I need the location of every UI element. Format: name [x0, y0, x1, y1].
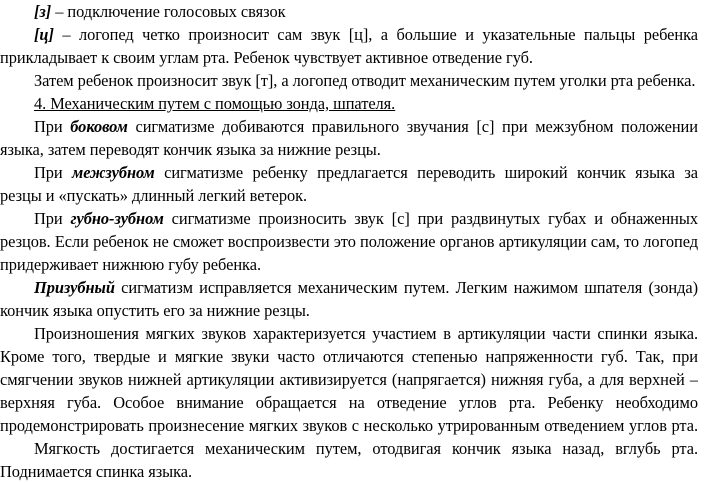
line-text: кончик языка опустить его за нижние резцы. — [0, 301, 310, 320]
text-line — [0, 276, 698, 299]
text-line — [0, 414, 698, 437]
text-line — [0, 253, 698, 276]
line-prefix: При — [34, 209, 71, 228]
heading-text: 4. Механическим путем с помощью зонда, шпателя. — [34, 94, 396, 113]
text-line — [0, 391, 698, 414]
text-line — [0, 299, 698, 322]
sound-label: [ц] — [34, 25, 54, 44]
line-text: прикладывает к своим углам рта. Ребенок чувствует активное отведение губ. — [0, 48, 533, 67]
line-text: Затем ребенок произносит звук [т], а логопед отводит механическим путем уголки рта ребенка. — [34, 71, 696, 90]
text-line — [0, 69, 698, 92]
text-line — [0, 23, 698, 46]
term: межзубном — [72, 163, 155, 182]
text-line — [0, 184, 698, 207]
text-line — [0, 115, 698, 138]
line-prefix: При — [34, 163, 73, 182]
line-text: Мягкость достигается механическим путем, отодвигая кончик языка назад, вглубь рта. — [34, 439, 698, 458]
text-line — [0, 368, 698, 391]
text-line — [0, 437, 698, 460]
text-line — [0, 460, 698, 483]
text-line — [0, 46, 698, 69]
line-text: придерживает нижнюю губу ребенка. — [0, 255, 261, 274]
sound-label: [з] — [34, 2, 52, 21]
term: Призубный — [34, 278, 115, 297]
line-text: Произношения мягких звуков характеризуется участием в артикуляции части спинки языка. — [34, 324, 698, 343]
line-text: продемонстрировать произнесение мягких звуков с несколько утрированным отведением углов рта. — [0, 416, 698, 435]
text-line — [0, 138, 698, 161]
section-heading — [0, 92, 698, 115]
line-text: – подключение голосовых связок — [51, 2, 286, 21]
text-line — [0, 322, 698, 345]
line-text: Поднимается спинка языка. — [0, 462, 193, 481]
text-line — [0, 345, 698, 368]
line-text: резцы и «пускать» длинный легкий ветерок. — [0, 186, 308, 205]
line-text: сигматизм исправляется механическим путем. Легким нажимом шпателя (зонда) — [121, 278, 698, 297]
line-text: Кроме того, твердые и мягкие звуки часто отличаются степенью напряженности губ. Так, при — [0, 347, 698, 366]
line-text: сигматизме добиваются правильного звучания [с] при межзубном положении — [127, 117, 698, 136]
term: губно-зубном — [70, 209, 164, 228]
line-text: резцов. Если ребенок не сможет воспроизвести это положение органов артикуляции сам, то логопед — [0, 232, 698, 251]
text-line — [0, 0, 698, 23]
text-line — [0, 230, 698, 253]
text-line — [0, 207, 698, 230]
line-text: сигматизме произносить звук [с] при раздвинутых губах и обнаженных — [171, 209, 698, 228]
line-text: сигматизме ребенку предлагается переводить широкий кончик языка за — [164, 163, 698, 182]
line-text: смягчении звуков нижней артикуляции активизируется (напрягается) нижняя губа, а для верхней – — [0, 370, 698, 389]
line-text: – логопед четко произносит сам звук [ц], а большие и указательные пальцы ребенка — [53, 25, 698, 44]
line-prefix: При — [34, 117, 71, 136]
line-text: верхняя губа. Особое внимание обращается на отведение углов рта. Ребенку необходимо — [0, 393, 698, 412]
text-line — [0, 161, 698, 184]
term: боковом — [70, 117, 128, 136]
line-text: языка, затем переводят кончик языка за нижние резцы. — [0, 140, 381, 159]
